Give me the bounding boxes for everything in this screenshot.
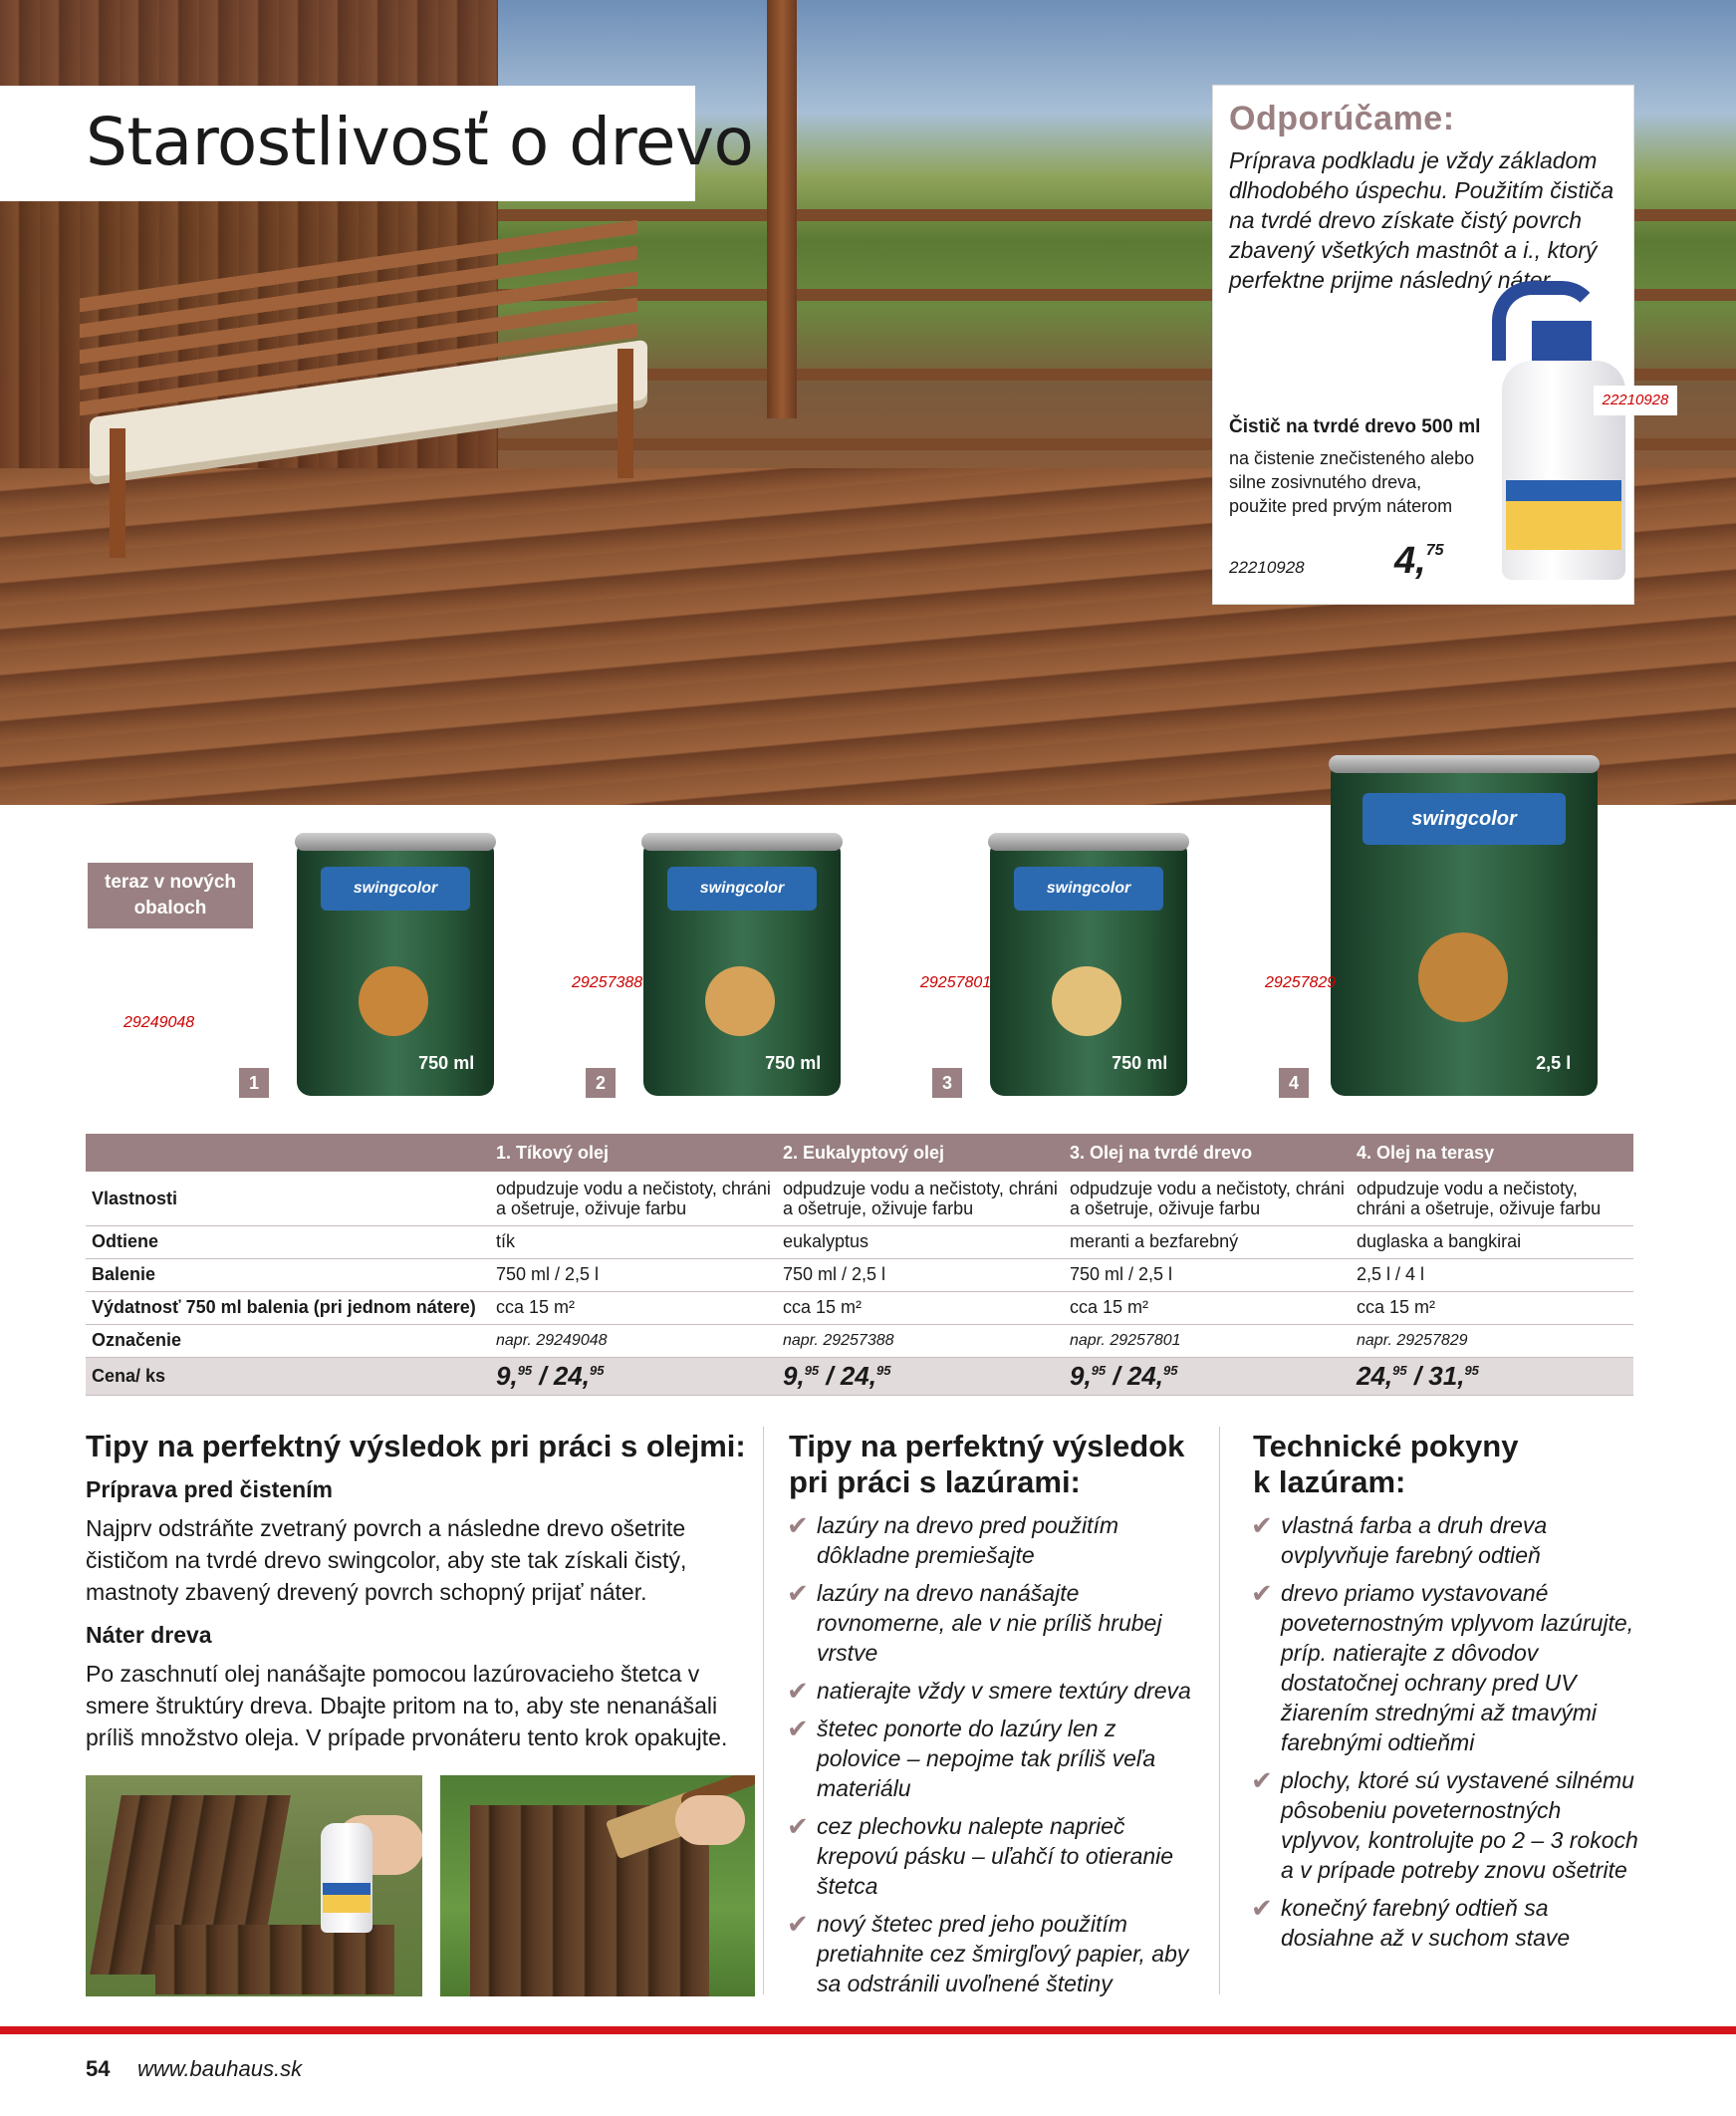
table-header: 4. Olej na terasy <box>1351 1134 1633 1172</box>
brand-logo: swingcolor <box>1014 867 1163 911</box>
list-item-text: konečný farebný odtieň sa dosiahne až v suchom stave <box>1281 1895 1571 1951</box>
column-divider <box>1219 1427 1220 1994</box>
price-part: 9, <box>1070 1360 1092 1391</box>
checkmark-icon: ✔ <box>787 1811 809 1841</box>
list-item-text: natierajte vždy v smere textúry dreva <box>817 1678 1191 1704</box>
tech-list <box>1251 1510 1639 1961</box>
product-can-4 <box>1331 761 1598 1096</box>
table-cell: odpudzuje vodu a nečistoty, chráni a ošetruje, oživuje farbu <box>490 1172 777 1225</box>
list-item-text: štetec ponorte do lazúry len z polovice – nepojme tak príliš veľa materiálu <box>817 1716 1156 1801</box>
table-row <box>86 1291 1633 1324</box>
row-label: Vlastnosti <box>86 1172 490 1225</box>
checkmark-icon: ✔ <box>787 1909 809 1939</box>
price-cents: 95 <box>1091 1362 1107 1378</box>
price-part: / 24, <box>819 1360 876 1391</box>
can-volume: 2,5 l <box>1536 1053 1572 1073</box>
chair-seat <box>155 1925 394 1994</box>
brand-logo: swingcolor <box>1363 793 1566 845</box>
list-item <box>1251 1578 1639 1757</box>
table-cell: odpudzuje vodu a nečistoty, chráni a ošetruje, oživuje farbu <box>1064 1172 1351 1225</box>
can-volume: 750 ml <box>418 1053 475 1073</box>
table-header: 2. Eukalyptový olej <box>777 1134 1064 1172</box>
table-header: 1. Tíkový olej <box>490 1134 777 1172</box>
price-cell <box>1064 1357 1351 1395</box>
recommend-price <box>1394 540 1444 583</box>
checkmark-icon: ✔ <box>1251 1510 1273 1540</box>
can-rim <box>1329 755 1600 773</box>
price <box>1070 1361 1177 1391</box>
cleaner-spray-bottle-image <box>1482 281 1631 580</box>
checkmark-icon: ✔ <box>787 1676 809 1706</box>
recommend-box <box>1213 86 1633 604</box>
tech-title-line2: k lazúram: <box>1253 1464 1406 1499</box>
recommend-title: Odporúčame: <box>1229 100 1455 137</box>
list-item <box>1251 1893 1639 1953</box>
price-part: / 24, <box>532 1360 590 1391</box>
glaze-tips-title-line1: Tipy na perfektný výsledok <box>789 1429 1185 1463</box>
price-cents: 95 <box>589 1362 605 1378</box>
table-cell: cca 15 m² <box>1064 1291 1351 1324</box>
table-row <box>86 1258 1633 1291</box>
list-item-text: drevo priamo vystavované poveternostným vplyvom lazúrujte, príp. natierajte z dôvodov dostatočnej ochrany pred UV žiarením strednými až tmavými farebnými odtieňmi <box>1281 1580 1634 1755</box>
oil-tips-subhead-coat: Náter dreva <box>86 1622 212 1648</box>
list-item <box>787 1714 1205 1803</box>
list-item-text: plochy, ktoré sú vystavené silnému pôsobeniu poveternostných vplyvov, kontrolujte po 2 – 3 rokoch a v prípade potreby znovu ošetrite <box>1281 1767 1638 1883</box>
price-cents: 95 <box>1464 1362 1479 1378</box>
glaze-tips-title <box>789 1429 1187 1500</box>
table-cell: napr. 29257801 <box>1064 1324 1351 1357</box>
column-divider <box>763 1427 764 1994</box>
list-item <box>787 1811 1205 1901</box>
color-swatch <box>1418 932 1508 1022</box>
photo-brushing-chair <box>440 1775 755 1996</box>
price <box>496 1361 604 1391</box>
spray-bottle <box>321 1823 372 1933</box>
table-cell: cca 15 m² <box>777 1291 1064 1324</box>
checkmark-icon: ✔ <box>787 1578 809 1608</box>
product-number-1: 1 <box>239 1068 269 1098</box>
color-swatch <box>1052 966 1121 1036</box>
price-cell <box>777 1357 1064 1395</box>
product-can-1 <box>297 839 494 1096</box>
page-title: Starostlivosť o drevo <box>86 104 754 180</box>
recommend-product-desc: na čistenie znečisteného alebo silne zosivnutého dreva, použite pred prvým náterom <box>1229 448 1475 516</box>
website-link[interactable]: www.bauhaus.sk <box>137 2056 303 2081</box>
product-number-2: 2 <box>586 1068 616 1098</box>
price-cell <box>490 1357 777 1395</box>
table-row <box>86 1172 1633 1225</box>
table-cell: odpudzuje vodu a nečistoty, chráni a ošetruje, oživuje farbu <box>1351 1172 1633 1225</box>
table-row <box>86 1324 1633 1357</box>
product-number-3: 3 <box>932 1068 962 1098</box>
price-cents: 75 <box>1425 542 1444 559</box>
price-cents: 95 <box>804 1362 820 1378</box>
price-part: 9, <box>783 1360 805 1391</box>
row-label: Odtiene <box>86 1225 490 1258</box>
checkmark-icon: ✔ <box>787 1510 809 1540</box>
spray-neck <box>1532 321 1592 361</box>
product-spec-table <box>86 1134 1633 1396</box>
price-cell <box>1351 1357 1633 1395</box>
price-main: 4, <box>1394 540 1426 582</box>
new-packaging-badge: teraz v nových obaloch <box>88 863 253 928</box>
table-cell: tík <box>490 1225 777 1258</box>
oil-tips-text-prep: Najprv odstráňte zvetraný povrch a následne drevo ošetrite čističom na tvrdé drevo swingcolor, aby ste tak získali čistý, mastnoty zbavený drevený povrch schopný prijať náter. <box>86 1515 687 1605</box>
glaze-tips-list <box>787 1510 1205 2006</box>
row-label: Označenie <box>86 1324 490 1357</box>
title-box <box>0 86 754 201</box>
recommend-product-code: 22210928 <box>1229 558 1305 577</box>
product-can-2 <box>643 839 841 1096</box>
spray-label <box>1506 480 1621 550</box>
oil-tips-title: Tipy na perfektný výsledok pri práci s olejmi: <box>86 1429 746 1463</box>
product-code-4: 29257829 <box>1265 974 1337 991</box>
can-volume: 750 ml <box>765 1053 822 1073</box>
product-number-4: 4 <box>1279 1068 1309 1098</box>
table-cell: odpudzuje vodu a nečistoty, chráni a ošetruje, oživuje farbu <box>777 1172 1064 1225</box>
list-item-text: vlastná farba a druh dreva ovplyvňuje farebný odtieň <box>1281 1512 1548 1568</box>
list-item-text: nový štetec pred jeho použitím pretiahnite cez šmirgľový papier, aby sa odstránili uvoľnené štetiny <box>817 1911 1189 1996</box>
product-code-3: 29257801 <box>920 974 992 991</box>
table-header: 3. Olej na tvrdé drevo <box>1064 1134 1351 1172</box>
price-part: / 24, <box>1106 1360 1163 1391</box>
table-cell: napr. 29257388 <box>777 1324 1064 1357</box>
brand-logo: swingcolor <box>321 867 470 911</box>
hand <box>675 1795 745 1845</box>
recommend-text: Príprava podkladu je vždy základom dlhodobého úspechu. Použitím čističa na tvrdé drevo získate čistý povrch zbavený všetkých mastnôt a i., ktorý perfektne prijme následný náter. <box>1229 147 1614 293</box>
list-item <box>1251 1765 1639 1885</box>
table-cell: 750 ml / 2,5 l <box>490 1258 777 1291</box>
list-item <box>787 1909 1205 1998</box>
price-cents: 95 <box>1162 1362 1178 1378</box>
table-cell: eukalyptus <box>777 1225 1064 1258</box>
can-rim <box>988 833 1189 851</box>
row-label: Výdatnosť 750 ml balenia (pri jednom nátere) <box>86 1291 490 1324</box>
bottle-label <box>323 1883 371 1913</box>
oil-tips-subhead-prep: Príprava pred čistením <box>86 1476 333 1502</box>
table-header <box>86 1134 490 1172</box>
product-can-3 <box>990 839 1187 1096</box>
list-item <box>787 1676 1205 1706</box>
table-cell: duglaska a bangkirai <box>1351 1225 1633 1258</box>
price <box>1357 1361 1479 1391</box>
list-item <box>787 1578 1205 1668</box>
row-label: Cena/ ks <box>86 1357 490 1395</box>
wooden-bench <box>40 259 637 558</box>
bench-leg <box>618 349 633 478</box>
footer-bar <box>0 2026 1736 2034</box>
color-swatch <box>359 966 428 1036</box>
photo-cleaning-chair <box>86 1775 422 1996</box>
table-cell: cca 15 m² <box>1351 1291 1633 1324</box>
checkmark-icon: ✔ <box>1251 1893 1273 1923</box>
price-cents: 95 <box>875 1362 891 1378</box>
table-cell: napr. 29249048 <box>490 1324 777 1357</box>
table-cell: 750 ml / 2,5 l <box>777 1258 1064 1291</box>
table-cell: cca 15 m² <box>490 1291 777 1324</box>
table-cell: meranti a bezfarebný <box>1064 1225 1351 1258</box>
recommend-product-name: Čistič na tvrdé drevo 500 ml <box>1229 416 1481 437</box>
table-cell: 2,5 l / 4 l <box>1351 1258 1633 1291</box>
brand-logo: swingcolor <box>667 867 817 911</box>
table-header-row <box>86 1134 1633 1172</box>
checkmark-icon: ✔ <box>787 1714 809 1743</box>
bench-leg <box>110 428 125 558</box>
recommend-product-tag: 22210928 <box>1594 386 1677 415</box>
list-item-text: lazúry na drevo nanášajte rovnomerne, ale v nie príliš hrubej vrstve <box>817 1580 1162 1666</box>
table-cell: napr. 29257829 <box>1351 1324 1633 1357</box>
price-cents: 95 <box>1392 1362 1407 1378</box>
price-part: 24, <box>1357 1360 1393 1391</box>
oil-tips-text-coat: Po zaschnutí olej nanášajte pomocou lazúrovacieho štetca v smere štruktúry dreva. Dbajte pritom na to, aby ste nenanášali príliš množstvo oleja. V prípade prvonáteru tento krok opakujte. <box>86 1661 728 1750</box>
table-cell: 750 ml / 2,5 l <box>1064 1258 1351 1291</box>
price-part: / 31, <box>1406 1360 1465 1391</box>
table-row <box>86 1225 1633 1258</box>
list-item-text: lazúry na drevo pred použitím dôkladne premiešajte <box>817 1512 1118 1568</box>
wooden-post <box>767 0 797 418</box>
product-code-2: 29257388 <box>572 974 643 991</box>
glaze-tips-title-line2: pri práci s lazúrami: <box>789 1464 1081 1499</box>
page-number: 54 <box>86 2056 111 2081</box>
row-label: Balenie <box>86 1258 490 1291</box>
can-rim <box>641 833 843 851</box>
tech-title-line1: Technické pokyny <box>1253 1429 1519 1463</box>
price-cents: 95 <box>517 1362 533 1378</box>
can-volume: 750 ml <box>1112 1053 1168 1073</box>
tech-title <box>1253 1429 1631 1500</box>
color-swatch <box>705 966 775 1036</box>
checkmark-icon: ✔ <box>1251 1765 1273 1795</box>
list-item <box>1251 1510 1639 1570</box>
price-part: 9, <box>496 1360 518 1391</box>
checkmark-icon: ✔ <box>1251 1578 1273 1608</box>
list-item-text: cez plechovku nalepte naprieč krepovú pásku – uľahčí to otieranie štetca <box>817 1813 1174 1899</box>
price-row <box>86 1357 1633 1395</box>
list-item <box>787 1510 1205 1570</box>
price <box>783 1361 890 1391</box>
can-rim <box>295 833 496 851</box>
product-code-1: 29249048 <box>124 1014 195 1031</box>
